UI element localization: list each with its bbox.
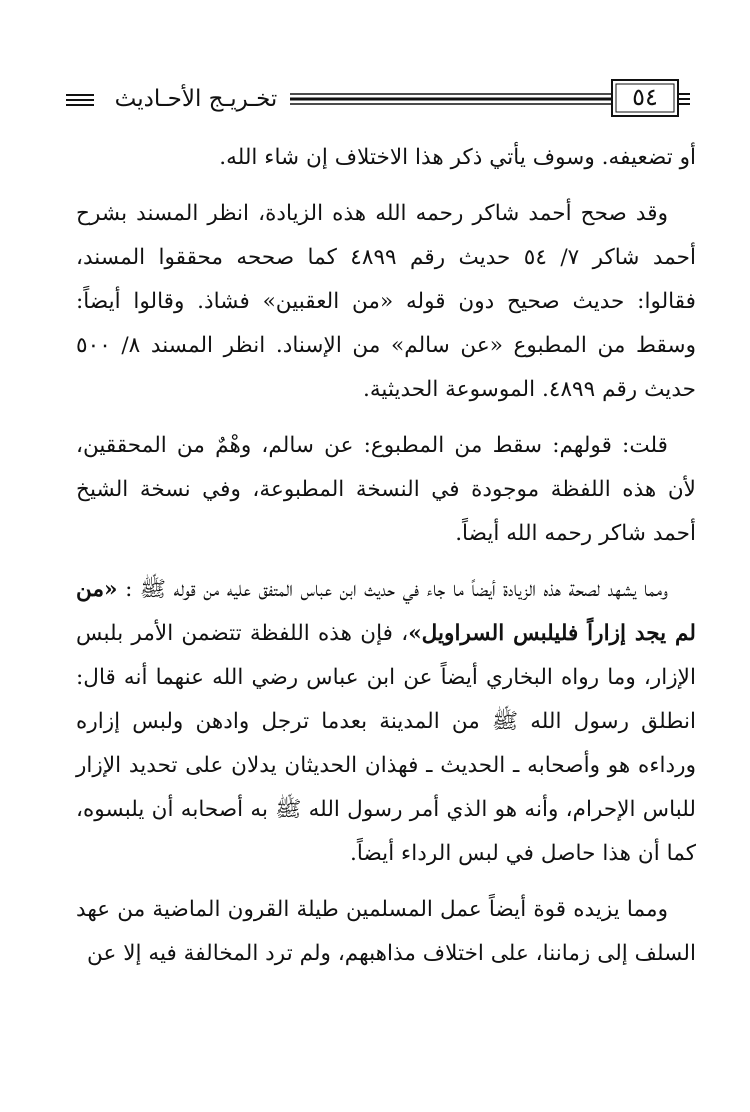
body-text <box>76 136 696 988</box>
header-long-rule <box>290 94 612 104</box>
paragraph: ومما يزيده قوة أيضاً عمل المسلمين طيلة القرون الماضية من عهد السلف إلى زماننا، على اختلاف مذاهبهم، ولم ترد المخالفة فيه إلا عن <box>76 897 696 966</box>
paragraph: قلت: قولهم: سقط من المطبوع: عن سالم، وهْمٌ من المحققين، لأن هذه اللفظة موجودة في النسخة المطبوعة، وفي نسخة الشيخ أحمد شاكر رحمه الله أيضاً. <box>76 433 696 546</box>
left-ornament-rule <box>66 95 94 105</box>
paragraph <box>76 568 696 876</box>
page-number: ٥٤ <box>632 83 658 111</box>
page-header <box>0 0 750 140</box>
hadith-quote: «من لم يجد إزاراً فليلبس السراويل» <box>76 577 696 646</box>
paragraph-text: ، فإن هذه اللفظة تتضمن الأمر بلبس الإزار، وما رواه البخاري أيضاً عن ابن عباس رضي الله عنهما أنه قال: انطلق رسول الله ﷺ من المدينة بعدما ترجل وادهن ولبس إزاره ورداءه هو وأصحابه ـ الحديث ـ فهذان الحديثان يدلان على تحديد الإزار للباس الإحرام، وأنه هو الذي أمر رسول الله ﷺ به أصحابه أن يلبسوه، كما أن هذا حاصل في لبس الرداء أيضاً. <box>76 621 696 866</box>
running-title: تخـريـج الأحـاديث <box>114 86 278 112</box>
right-ornament-rule <box>678 94 690 104</box>
paragraph: وقد صحح أحمد شاكر رحمه الله هذه الزيادة، انظر المسند بشرح أحمد شاكر ٧/ ٥٤ حديث رقم ٤٨٩٩ كما صححه محققوا المسند، فقالوا: حديث صحيح دون قوله «من العقبين» فشاذ. وقالوا أيضاً: وسقط من المطبوع «عن سالم» من الإسناد. انظر المسند ٨/ ٥٠٠ حديث رقم ٤٨٩٩. الموسوعة الحديثية. <box>76 201 697 402</box>
paragraph-text: ومما يشهد لصحة هذه الزيادة أيضاً ما جاء في حديث ابن عباس المتفق عليه من قوله ﷺ : <box>117 577 668 602</box>
header-rules <box>0 0 750 140</box>
paragraph: أو تضعيفه. وسوف يأتي ذكر هذا الاختلاف إن شاء الله. <box>219 145 696 170</box>
